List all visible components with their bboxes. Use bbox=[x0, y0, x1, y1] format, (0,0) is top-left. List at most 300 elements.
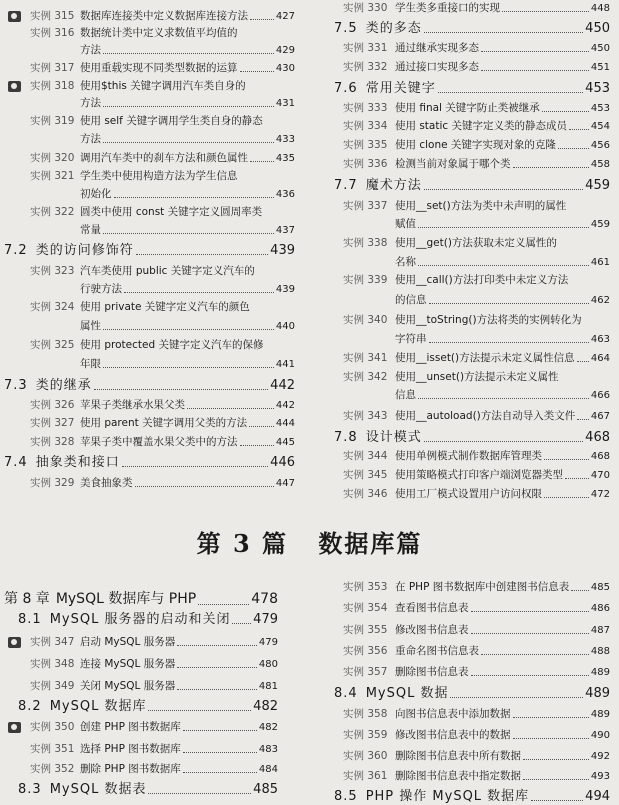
page-number: 442 bbox=[275, 400, 295, 411]
dot-leader bbox=[135, 486, 274, 487]
dot-leader bbox=[250, 161, 274, 162]
section-title: MySQL 服务器的启动和关闭 bbox=[49, 612, 231, 627]
toc-entry-continuation bbox=[395, 333, 610, 346]
entry-title: 美食抽象类 bbox=[80, 477, 133, 489]
toc-chapter bbox=[4, 590, 278, 608]
entry-number: 实例 358 bbox=[343, 708, 388, 720]
dot-leader bbox=[471, 611, 589, 612]
toc-entry bbox=[30, 10, 295, 23]
toc-entry bbox=[30, 170, 295, 183]
page-number: 450 bbox=[590, 43, 610, 54]
toc-entry bbox=[343, 42, 610, 55]
toc-entry bbox=[30, 301, 295, 314]
entry-title: 方法 bbox=[80, 97, 101, 109]
toc-entry bbox=[30, 206, 295, 219]
page-number: 429 bbox=[275, 45, 295, 56]
page-number: 435 bbox=[275, 153, 295, 164]
page-number: 437 bbox=[275, 225, 295, 236]
section-title: 常用关键字 bbox=[365, 81, 436, 96]
dot-leader bbox=[471, 675, 589, 676]
section-number: 7.6 bbox=[334, 81, 358, 96]
section-number: 7.3 bbox=[4, 378, 28, 393]
toc-entry-continuation bbox=[80, 188, 295, 201]
entry-number: 实例 349 bbox=[30, 680, 75, 692]
dot-leader bbox=[103, 233, 274, 234]
dot-leader bbox=[177, 667, 257, 668]
page-number: 453 bbox=[585, 81, 610, 96]
entry-number: 实例 355 bbox=[343, 624, 388, 636]
dot-leader bbox=[471, 633, 589, 634]
dot-leader bbox=[418, 398, 589, 399]
section-title: MySQL 数据表 bbox=[49, 782, 147, 797]
entry-number: 实例 324 bbox=[30, 301, 75, 313]
page-number: 462 bbox=[590, 295, 610, 306]
toc-entry bbox=[343, 410, 610, 423]
page-number: 489 bbox=[590, 667, 610, 678]
entry-title: 重命名图书信息表 bbox=[395, 645, 479, 657]
toc-entry-continuation bbox=[80, 44, 295, 57]
entry-title: 使用单例模式制作数据库管理类 bbox=[395, 450, 542, 462]
page-number: 441 bbox=[275, 359, 295, 370]
section-number: 8.1 bbox=[18, 612, 42, 627]
page-number: 482 bbox=[253, 699, 278, 714]
entry-number: 实例 315 bbox=[30, 10, 75, 22]
toc-section bbox=[18, 699, 278, 715]
entry-number: 实例 331 bbox=[343, 42, 388, 54]
entry-title: 使用 final 关键字防止类被继承 bbox=[395, 102, 540, 114]
dot-leader bbox=[481, 51, 589, 52]
page-number: 464 bbox=[590, 353, 610, 364]
toc-section bbox=[4, 378, 295, 394]
entry-title: 使用$this 关键字调用汽车类自身的 bbox=[80, 80, 246, 92]
entry-title: 修改图书信息表 bbox=[395, 624, 469, 636]
toc-entry-continuation bbox=[395, 294, 610, 307]
toc-entry bbox=[343, 120, 610, 133]
page-number: 486 bbox=[590, 603, 610, 614]
entry-title: 苹果子类继承水果父类 bbox=[80, 399, 185, 411]
page-number: 478 bbox=[251, 591, 278, 607]
section-number: 8.2 bbox=[18, 699, 42, 714]
toc-entry-continuation bbox=[80, 283, 295, 296]
entry-title: 通过继承实现多态 bbox=[395, 42, 479, 54]
dot-leader bbox=[418, 265, 589, 266]
entry-title: 信息 bbox=[395, 389, 416, 401]
toc-entry bbox=[343, 158, 610, 171]
entry-title: 方法 bbox=[80, 133, 101, 145]
page-number: 433 bbox=[275, 134, 295, 145]
entry-number: 实例 321 bbox=[30, 170, 75, 182]
entry-title: 使用__autoload()方法自动导入类文件 bbox=[395, 410, 576, 422]
toc-entry bbox=[343, 102, 610, 115]
toc-entry bbox=[343, 581, 610, 594]
section-number: 7.8 bbox=[334, 430, 358, 445]
dot-leader bbox=[122, 466, 268, 467]
dot-leader bbox=[103, 106, 274, 107]
entry-title: 苹果子类中覆盖水果父类中的方法 bbox=[80, 436, 238, 448]
section-number: 8.3 bbox=[18, 782, 42, 797]
toc-entry bbox=[343, 61, 610, 74]
entry-number: 实例 328 bbox=[30, 436, 75, 448]
dot-leader bbox=[232, 623, 251, 624]
entry-title: 字符串 bbox=[395, 333, 427, 345]
entry-number: 实例 361 bbox=[343, 770, 388, 782]
dot-leader bbox=[94, 389, 268, 390]
entry-number: 实例 327 bbox=[30, 417, 75, 429]
page-number: 489 bbox=[590, 709, 610, 720]
dot-leader bbox=[481, 654, 589, 655]
section-title: MySQL 数据库 bbox=[49, 699, 147, 714]
toc-entry bbox=[30, 721, 278, 734]
dot-leader bbox=[249, 426, 274, 427]
toc-entry bbox=[30, 115, 295, 128]
toc-entry bbox=[30, 743, 278, 756]
toc-entry bbox=[343, 469, 610, 482]
dot-leader bbox=[148, 710, 251, 711]
page-number: 459 bbox=[590, 219, 610, 230]
page-number: 448 bbox=[590, 3, 610, 14]
entry-title: 使用__isset()方法提示未定义属性信息 bbox=[395, 352, 575, 364]
entry-title: 常量 bbox=[80, 224, 101, 236]
entry-title: 使用__call()方法打印类中未定义方法 bbox=[395, 274, 569, 286]
page-number: 453 bbox=[590, 103, 610, 114]
page-number: 470 bbox=[590, 470, 610, 481]
cd-icon bbox=[8, 722, 21, 733]
entry-title: 汽车类使用 public 关键字定义汽车的 bbox=[80, 265, 255, 277]
dot-leader bbox=[429, 342, 589, 343]
dot-leader bbox=[513, 717, 589, 718]
entry-number: 实例 359 bbox=[343, 729, 388, 741]
page-number: 430 bbox=[275, 63, 295, 74]
dot-leader bbox=[183, 752, 257, 753]
toc-entry bbox=[343, 624, 610, 637]
page-number: 463 bbox=[590, 334, 610, 345]
entry-title: 修改图书信息表中的数据 bbox=[395, 729, 511, 741]
toc-entry bbox=[343, 750, 610, 763]
toc-entry bbox=[343, 602, 610, 615]
page-number: 442 bbox=[270, 378, 295, 393]
dot-leader bbox=[513, 167, 589, 168]
entry-title: 使用 clone 关键字实现对象的克隆 bbox=[395, 139, 556, 151]
entry-number: 实例 330 bbox=[343, 2, 388, 14]
toc-section bbox=[334, 686, 610, 702]
section-title: PHP 操作 MySQL 数据库 bbox=[365, 789, 530, 804]
page-number: 485 bbox=[590, 582, 610, 593]
toc-entry-continuation bbox=[395, 218, 610, 231]
entry-title: 数据库连接类中定义数据库连接方法 bbox=[80, 10, 248, 22]
toc-entry bbox=[343, 666, 610, 679]
dot-leader bbox=[103, 142, 274, 143]
toc-entry bbox=[30, 477, 295, 490]
dot-leader bbox=[438, 92, 583, 93]
entry-title: 检测当前对象属于哪个类 bbox=[395, 158, 511, 170]
toc-entry bbox=[343, 2, 610, 15]
entry-title: 删除 PHP 图书数据库 bbox=[80, 763, 181, 775]
toc-section bbox=[334, 789, 610, 805]
entry-number: 实例 360 bbox=[343, 750, 388, 762]
page-number: 451 bbox=[590, 62, 610, 73]
entry-number: 实例 352 bbox=[30, 763, 75, 775]
entry-title: 的信息 bbox=[395, 294, 427, 306]
page-number: 431 bbox=[275, 98, 295, 109]
cd-icon bbox=[8, 11, 21, 22]
entry-title: 行驶方法 bbox=[80, 283, 122, 295]
entry-number: 实例 353 bbox=[343, 581, 388, 593]
entry-number: 实例 320 bbox=[30, 152, 75, 164]
dot-leader bbox=[544, 459, 589, 460]
section-title: 魔术方法 bbox=[365, 178, 422, 193]
entry-number: 实例 354 bbox=[343, 602, 388, 614]
toc-entry bbox=[30, 265, 295, 278]
dot-leader bbox=[523, 779, 589, 780]
dot-leader bbox=[481, 70, 589, 71]
section-title: 类的访问修饰符 bbox=[35, 243, 134, 258]
toc-section bbox=[18, 612, 278, 628]
dot-leader bbox=[240, 445, 274, 446]
section-title: 类的继承 bbox=[35, 378, 92, 393]
entry-title: 使用 static 关键字定义类的静态成员 bbox=[395, 120, 568, 132]
toc-entry bbox=[343, 371, 610, 384]
entry-title: 使用 protected 关键字定义汽车的保修 bbox=[80, 339, 264, 351]
dot-leader bbox=[513, 738, 589, 739]
toc-entry-continuation bbox=[395, 256, 610, 269]
toc-entry bbox=[343, 770, 610, 783]
entry-title: 方法 bbox=[80, 44, 101, 56]
dot-leader bbox=[523, 759, 589, 760]
dot-leader bbox=[240, 71, 274, 72]
page-number: 483 bbox=[258, 744, 278, 755]
toc-entry bbox=[30, 62, 295, 75]
page-number: 479 bbox=[258, 637, 278, 648]
page-number: 472 bbox=[590, 489, 610, 500]
entry-title: 使用重载实现不同类型数据的运算 bbox=[80, 62, 238, 74]
page-number: 468 bbox=[590, 451, 610, 462]
chapter-title: MySQL 数据库与 PHP bbox=[55, 591, 197, 607]
entry-title: 使用__unset()方法提示未定义属性 bbox=[395, 371, 559, 383]
section-number: 7.5 bbox=[334, 21, 358, 36]
page-number: 445 bbox=[275, 437, 295, 448]
dot-leader bbox=[124, 292, 274, 293]
entry-title: 使用__set()方法为类中未声明的属性 bbox=[395, 200, 567, 212]
entry-number: 实例 341 bbox=[343, 352, 388, 364]
page-number: 440 bbox=[275, 321, 295, 332]
toc-entry bbox=[30, 636, 278, 649]
entry-number: 实例 348 bbox=[30, 658, 75, 670]
entry-title: 使用 private 关键字定义汽车的颜色 bbox=[80, 301, 250, 313]
toc-entry-continuation bbox=[80, 133, 295, 146]
toc-entry bbox=[30, 763, 278, 776]
toc-section bbox=[18, 782, 278, 798]
entry-title: 名称 bbox=[395, 256, 416, 268]
dot-leader bbox=[103, 329, 274, 330]
page-number: 461 bbox=[590, 257, 610, 268]
entry-title: 使用工厂模式设置用户访问权限 bbox=[395, 488, 542, 500]
dot-leader bbox=[177, 645, 257, 646]
entry-number: 实例 319 bbox=[30, 115, 75, 127]
toc-section bbox=[4, 243, 295, 259]
page-number: 493 bbox=[590, 771, 610, 782]
toc-entry bbox=[343, 139, 610, 152]
entry-title: 学生类中使用构造方法为学生信息 bbox=[80, 170, 238, 182]
section-title: 类的多态 bbox=[365, 21, 422, 36]
entry-number: 实例 316 bbox=[30, 27, 75, 39]
entry-number: 实例 329 bbox=[30, 477, 75, 489]
entry-number: 实例 317 bbox=[30, 62, 75, 74]
entry-number: 实例 335 bbox=[343, 139, 388, 151]
entry-number: 实例 318 bbox=[30, 80, 75, 92]
entry-number: 实例 336 bbox=[343, 158, 388, 170]
entry-number: 实例 350 bbox=[30, 721, 75, 733]
page-number: 444 bbox=[275, 418, 295, 429]
dot-leader bbox=[187, 408, 274, 409]
entry-number: 实例 345 bbox=[343, 469, 388, 481]
entry-number: 实例 334 bbox=[343, 120, 388, 132]
entry-title: 使用 parent 关键字调用父类的方法 bbox=[80, 417, 248, 429]
page-number: 481 bbox=[258, 681, 278, 692]
dot-leader bbox=[177, 689, 257, 690]
page-number: 466 bbox=[590, 390, 610, 401]
page-number: 436 bbox=[275, 189, 295, 200]
dot-leader bbox=[569, 129, 589, 130]
toc-entry-continuation bbox=[80, 358, 295, 371]
entry-number: 实例 337 bbox=[343, 200, 388, 212]
toc-entry-continuation bbox=[80, 320, 295, 333]
entry-title: 使用__toString()方法将类的实例转化为 bbox=[395, 314, 582, 326]
section-title: 抽象类和接口 bbox=[35, 455, 120, 470]
dot-leader bbox=[429, 303, 589, 304]
entry-title: 关闭 MySQL 服务器 bbox=[80, 680, 176, 692]
section-title: 设计模式 bbox=[365, 430, 422, 445]
entry-number: 实例 339 bbox=[343, 274, 388, 286]
dot-leader bbox=[424, 189, 583, 190]
section-number: 7.7 bbox=[334, 178, 358, 193]
chapter-number: 第 8 章 bbox=[4, 591, 50, 607]
entry-number: 实例 326 bbox=[30, 399, 75, 411]
toc-entry bbox=[30, 339, 295, 352]
page-number: 488 bbox=[590, 646, 610, 657]
entry-number: 实例 323 bbox=[30, 265, 75, 277]
entry-number: 实例 346 bbox=[343, 488, 388, 500]
dot-leader bbox=[502, 11, 589, 12]
page-number: 490 bbox=[590, 730, 610, 741]
entry-number: 实例 343 bbox=[343, 410, 388, 422]
dot-leader bbox=[148, 793, 251, 794]
section-title: MySQL 数据 bbox=[365, 686, 449, 701]
dot-leader bbox=[450, 697, 583, 698]
toc-section bbox=[334, 81, 610, 97]
entry-title: 数据统计类中定义求数值平均值的 bbox=[80, 27, 238, 39]
dot-leader bbox=[114, 197, 274, 198]
dot-leader bbox=[183, 730, 257, 731]
entry-title: 删除图书信息表中所有数据 bbox=[395, 750, 521, 762]
entry-title: 创建 PHP 图书数据库 bbox=[80, 721, 181, 733]
entry-number: 实例 322 bbox=[30, 206, 75, 218]
toc-entry bbox=[30, 399, 295, 412]
toc-entry bbox=[30, 680, 278, 693]
entry-number: 实例 340 bbox=[343, 314, 388, 326]
page-number: 450 bbox=[585, 21, 610, 36]
toc-entry bbox=[343, 729, 610, 742]
toc-entry bbox=[30, 436, 295, 449]
dot-leader bbox=[103, 367, 274, 368]
page-number: 485 bbox=[253, 782, 278, 797]
page-number: 484 bbox=[258, 764, 278, 775]
toc-section bbox=[334, 430, 610, 446]
entry-title: 初始化 bbox=[80, 188, 112, 200]
entry-title: 使用 self 关键字调用学生类自身的静态 bbox=[80, 115, 263, 127]
page-number: 454 bbox=[590, 121, 610, 132]
entry-title: 年限 bbox=[80, 358, 101, 370]
dot-leader bbox=[424, 32, 583, 33]
page-number: 458 bbox=[590, 159, 610, 170]
toc-section bbox=[334, 21, 610, 37]
dot-leader bbox=[577, 419, 589, 420]
entry-number: 实例 357 bbox=[343, 666, 388, 678]
toc-entry-continuation bbox=[395, 389, 610, 402]
part-title: 数据库篇 bbox=[318, 529, 423, 558]
page-number: 447 bbox=[275, 478, 295, 489]
section-number: 7.4 bbox=[4, 455, 28, 470]
dot-leader bbox=[250, 19, 274, 20]
dot-leader bbox=[418, 227, 589, 228]
toc-entry bbox=[343, 314, 610, 327]
toc-entry bbox=[30, 152, 295, 165]
page-number: 480 bbox=[258, 659, 278, 670]
page-number: 482 bbox=[258, 722, 278, 733]
page-number: 456 bbox=[590, 140, 610, 151]
entry-title: 学生类多重接口的实现 bbox=[395, 2, 500, 14]
toc-entry bbox=[30, 417, 295, 430]
page-number: 427 bbox=[275, 11, 295, 22]
toc-section bbox=[4, 455, 295, 471]
page-number: 439 bbox=[275, 284, 295, 295]
entry-title: 在 PHP 图书数据库中创建图书信息表 bbox=[395, 581, 570, 593]
entry-title: 属性 bbox=[80, 320, 101, 332]
entry-title: 调用汽车类中的刹车方法和颜色属性 bbox=[80, 152, 248, 164]
dot-leader bbox=[136, 254, 268, 255]
toc-entry bbox=[343, 708, 610, 721]
entry-title: 圆类中使用 const 关键字定义圆周率类 bbox=[80, 206, 263, 218]
page-number: 494 bbox=[585, 789, 610, 804]
dot-leader bbox=[544, 497, 589, 498]
entry-number: 实例 333 bbox=[343, 102, 388, 114]
page-number: 439 bbox=[270, 243, 295, 258]
entry-number: 实例 351 bbox=[30, 743, 75, 755]
page-number: 467 bbox=[590, 411, 610, 422]
page-number: 489 bbox=[585, 686, 610, 701]
dot-leader bbox=[565, 478, 589, 479]
page-number: 479 bbox=[253, 612, 278, 627]
entry-title: 启动 MySQL 服务器 bbox=[80, 636, 176, 648]
cd-icon bbox=[8, 637, 21, 648]
entry-title: 使用策略模式打印客户端浏览器类型 bbox=[395, 469, 563, 481]
toc-entry bbox=[343, 450, 610, 463]
dot-leader bbox=[558, 148, 589, 149]
dot-leader bbox=[424, 441, 583, 442]
toc-entry bbox=[343, 237, 610, 250]
entry-title: 连接 MySQL 服务器 bbox=[80, 658, 176, 670]
toc-entry bbox=[343, 274, 610, 287]
dot-leader bbox=[198, 604, 249, 605]
entry-number: 实例 356 bbox=[343, 645, 388, 657]
part-label: 第 3 篇 bbox=[196, 529, 289, 558]
page-number: 468 bbox=[585, 430, 610, 445]
entry-title: 选择 PHP 图书数据库 bbox=[80, 743, 181, 755]
page-number: 446 bbox=[270, 455, 295, 470]
page-number: 487 bbox=[590, 625, 610, 636]
dot-leader bbox=[542, 111, 589, 112]
entry-number: 实例 325 bbox=[30, 339, 75, 351]
toc-entry bbox=[343, 645, 610, 658]
